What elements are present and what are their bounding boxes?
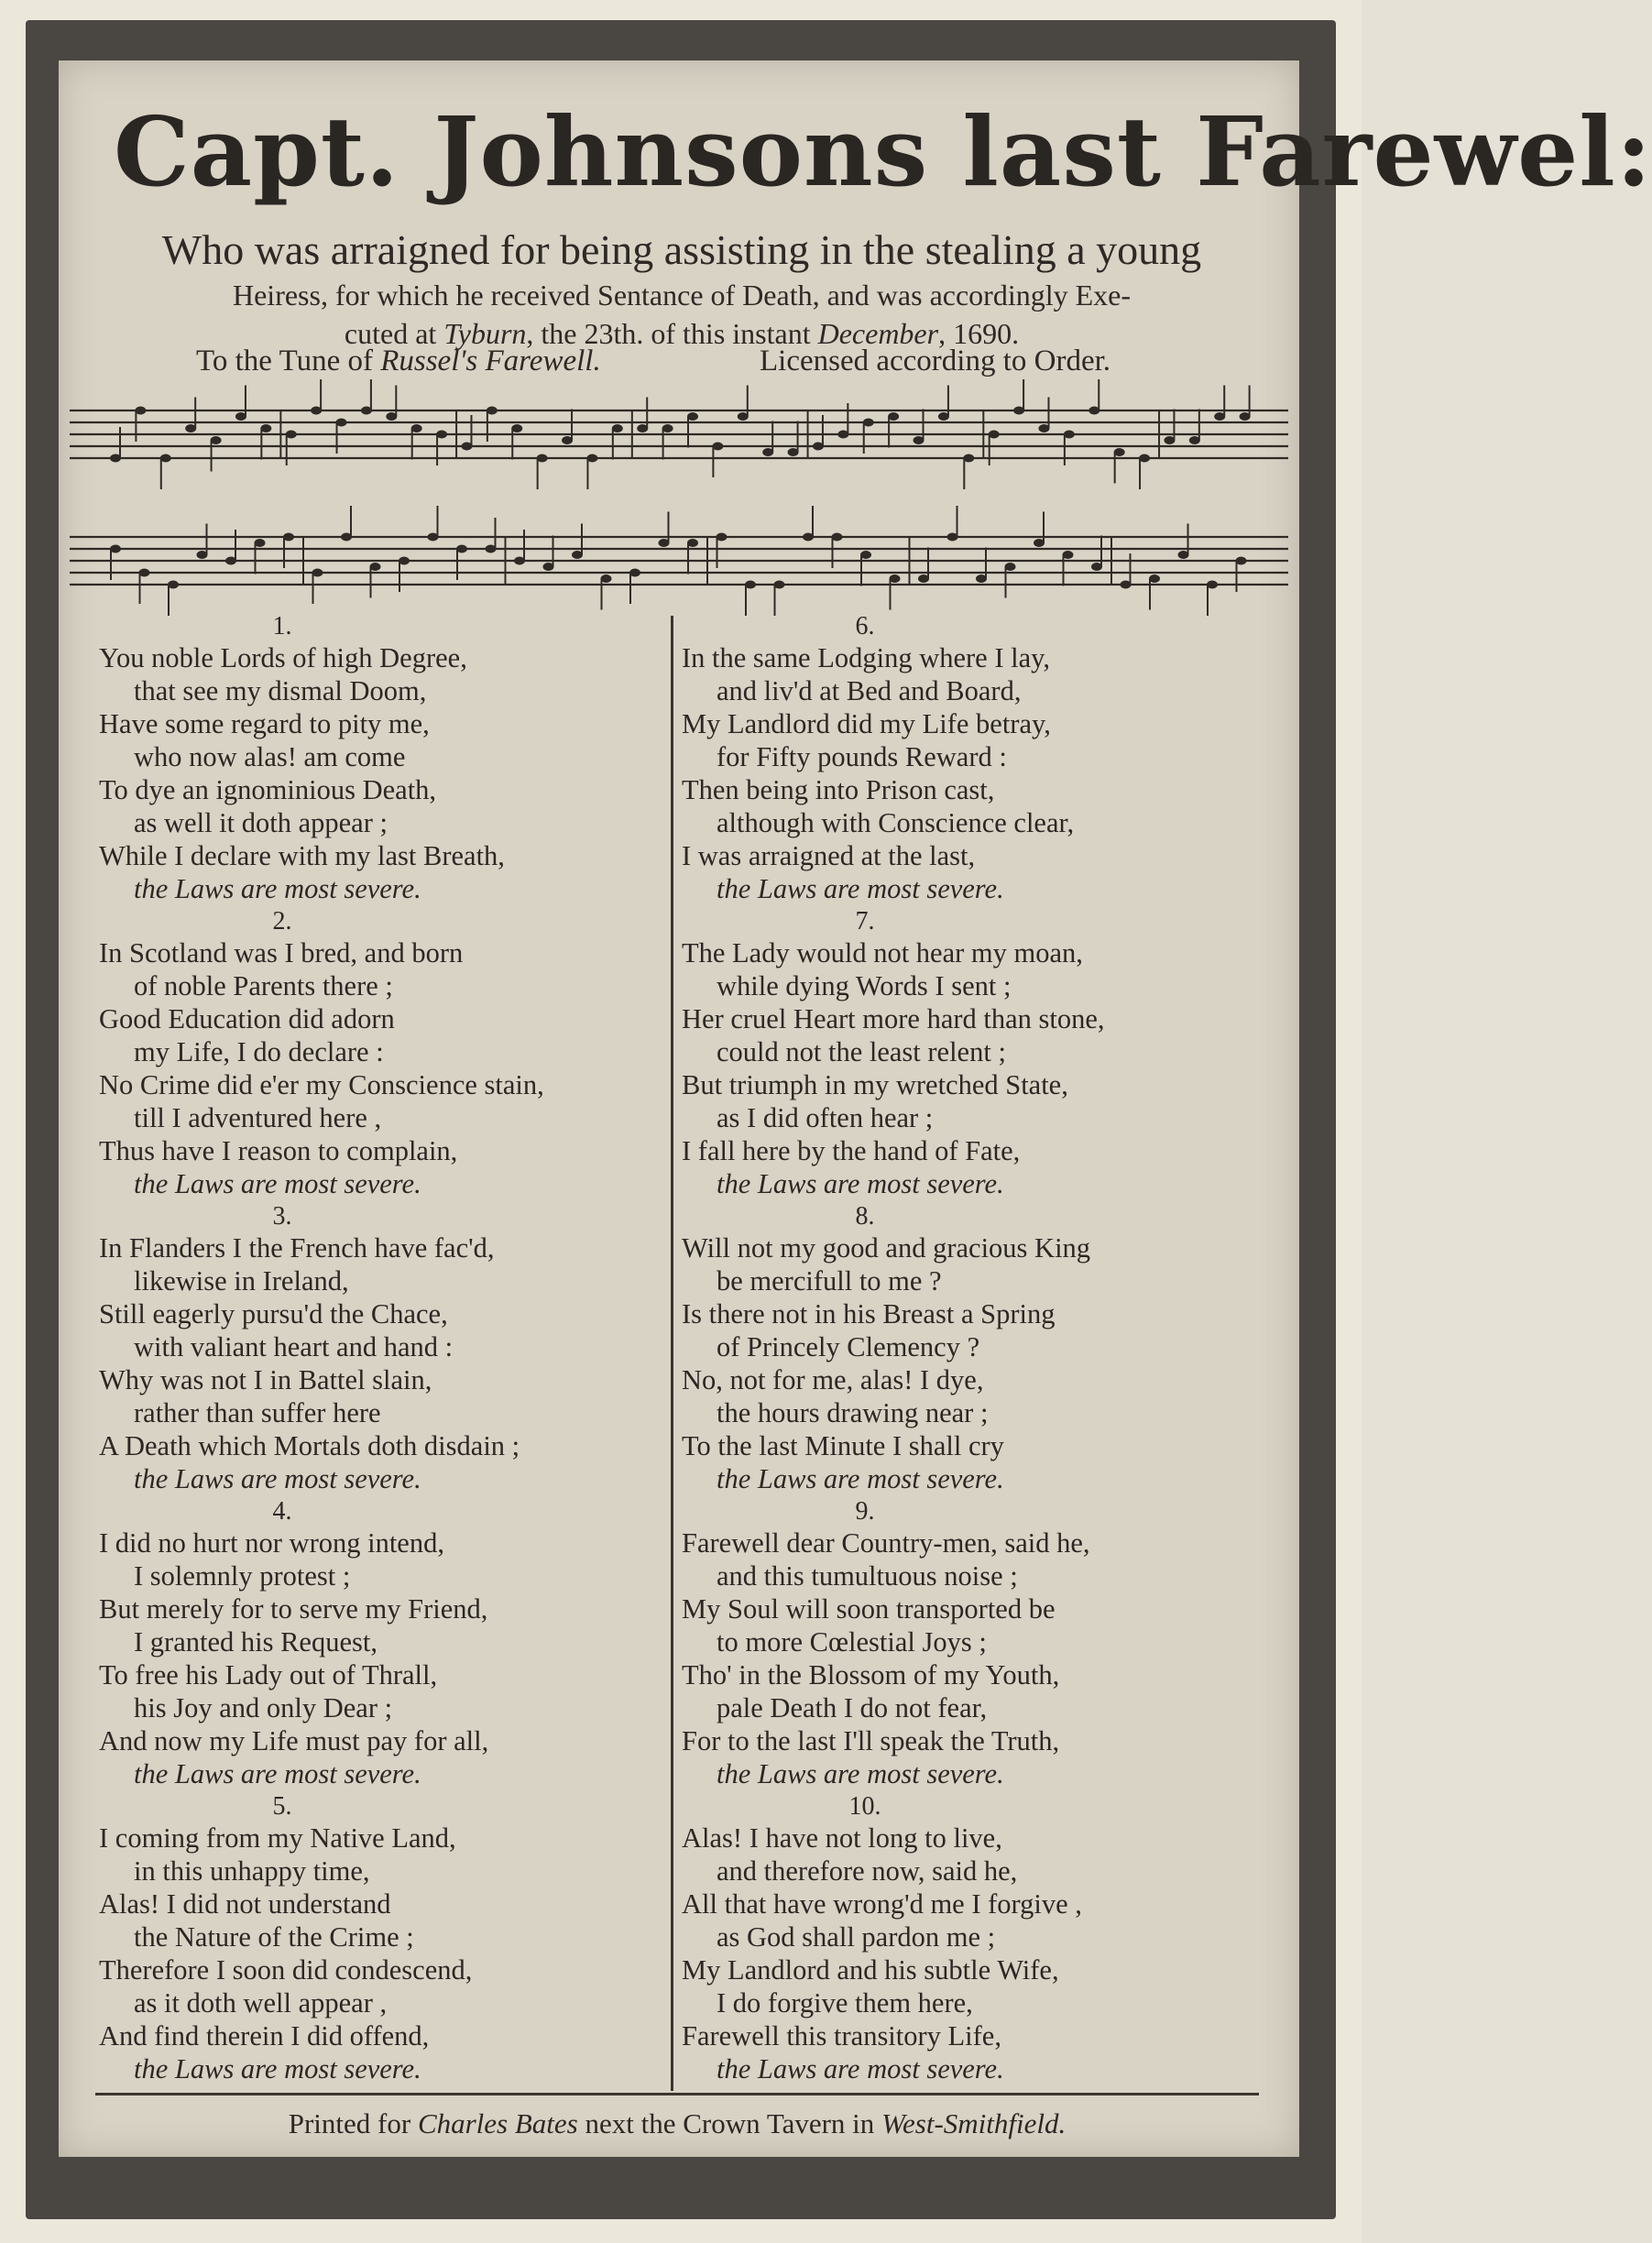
stanza-number: 6. <box>855 612 875 640</box>
verse-line: And now my Life must pay for all, <box>99 1725 489 1756</box>
stanza-number: 8. <box>855 1202 875 1231</box>
verse-line: the hours drawing near ; <box>717 1397 989 1428</box>
verse-line: Still eagerly pursu'd the Chace, <box>99 1298 448 1329</box>
stanza <box>682 905 1250 1200</box>
stanza-number: 10. <box>848 1792 881 1821</box>
music-staff-2 <box>70 517 1288 618</box>
imprint: Printed for Charles Bates next the Crown Tavern in West-Smithfield. <box>288 2107 1067 2139</box>
ballad-title: Capt. Johnsons last Farewel: <box>114 95 1652 208</box>
verse-line: Will not my good and gracious King <box>682 1232 1091 1264</box>
subtitle-line-2: Heiress, for which he received Sentance of Death, and was accordingly Exe- <box>232 279 1132 312</box>
refrain-line: the Laws are most severe. <box>134 1168 421 1199</box>
stanza <box>99 1200 667 1495</box>
verse-line: Thus have I reason to complain, <box>99 1135 458 1166</box>
verse-line: as it doth well appear , <box>134 1987 388 2019</box>
footer-rule <box>95 2093 1259 2095</box>
stanza-number: 9. <box>855 1497 875 1526</box>
stanza <box>682 1495 1250 1790</box>
verse-line: But triumph in my wretched State, <box>682 1069 1068 1100</box>
stanza-number: 1. <box>272 612 292 640</box>
column-divider <box>671 616 673 2091</box>
verse-line: in this unhappy time, <box>134 1855 370 1887</box>
verse-line: for Fifty pounds Reward : <box>717 741 1007 772</box>
verse-line: And find therein I did offend, <box>99 2020 430 2052</box>
verse-line: Alas! I have not long to live, <box>682 1822 1002 1854</box>
refrain-line: the Laws are most severe. <box>134 2053 421 2084</box>
verse-line: Her cruel Heart more hard than stone, <box>682 1003 1105 1034</box>
verse-line: No, not for me, alas! I dye, <box>682 1364 984 1395</box>
verse-line: To dye an ignominious Death, <box>99 774 437 805</box>
verse-line: My Soul will soon transported be <box>682 1593 1056 1625</box>
verse-line: and therefore now, said he, <box>717 1855 1018 1887</box>
verse-line: A Death which Mortals doth disdain ; <box>99 1430 520 1461</box>
verse-line: The Lady would not hear my moan, <box>682 937 1083 968</box>
verse-line: while dying Words I sent ; <box>717 970 1012 1001</box>
verse-line: his Joy and only Dear ; <box>134 1692 393 1723</box>
stanza <box>682 1790 1250 2085</box>
music-staff-1 <box>70 390 1288 491</box>
stanza <box>99 1495 667 1790</box>
verse-line: as God shall pardon me ; <box>717 1921 996 1953</box>
verse-line: and this tumultuous noise ; <box>717 1560 1018 1592</box>
verse-line: To the last Minute I shall cry <box>682 1430 1004 1461</box>
verse-line: I coming from my Native Land, <box>99 1822 456 1854</box>
verse-line: that see my dismal Doom, <box>134 675 427 706</box>
verse-line: Have some regard to pity me, <box>99 708 430 739</box>
verse-line: till I adventured here , <box>134 1102 382 1133</box>
stanza <box>99 610 667 905</box>
verse-line: my Life, I do declare : <box>134 1036 384 1067</box>
verse-line: My Landlord and his subtle Wife, <box>682 1954 1059 1986</box>
verse-line: likewise in Ireland, <box>134 1265 349 1297</box>
stanza <box>99 905 667 1200</box>
stanza-number: 5. <box>272 1792 292 1821</box>
stanza-number: 7. <box>855 907 875 935</box>
verse-line: Therefore I soon did condescend, <box>99 1954 473 1986</box>
paper <box>59 60 1652 2157</box>
verse-line: to more Cœlestial Joys ; <box>717 1626 987 1658</box>
verse-line: Tho' in the Blossom of my Youth, <box>682 1659 1060 1690</box>
refrain-line: the Laws are most severe. <box>717 873 1004 904</box>
verse-line: Then being into Prison cast, <box>682 774 995 805</box>
verse-line: No Crime did e'er my Conscience stain, <box>99 1069 544 1100</box>
stanza-number: 2. <box>272 907 292 935</box>
verse-line: In the same Lodging where I lay, <box>682 642 1051 673</box>
verse-line: Farewell dear Country-men, said he, <box>682 1527 1090 1559</box>
verse-line: I solemnly protest ; <box>134 1560 351 1592</box>
verse-line: My Landlord did my Life betray, <box>682 708 1051 739</box>
refrain-line: the Laws are most severe. <box>134 873 421 904</box>
verse-line: I granted his Request, <box>134 1626 377 1658</box>
verse-line: I fall here by the hand of Fate, <box>682 1135 1021 1166</box>
verse-line: But merely for to serve my Friend, <box>99 1593 488 1625</box>
verse-line: could not the least relent ; <box>717 1036 1006 1067</box>
verse-line: Is there not in his Breast a Spring <box>682 1298 1056 1329</box>
refrain-line: the Laws are most severe. <box>134 1758 421 1789</box>
verse-line: be mercifull to me ? <box>717 1265 942 1297</box>
verse-line: and liv'd at Bed and Board, <box>717 675 1022 706</box>
verse-line: of noble Parents there ; <box>134 970 393 1001</box>
verse-line: To free his Lady out of Thrall, <box>99 1659 438 1690</box>
refrain-line: the Laws are most severe. <box>717 1758 1004 1789</box>
verse-line: While I declare with my last Breath, <box>99 840 505 871</box>
subtitle-line-1: Who was arraigned for being assisting in the stealing a young <box>161 226 1202 273</box>
verse-line: For to the last I'll speak the Truth, <box>682 1725 1060 1756</box>
verse-line: I did no hurt nor wrong intend, <box>99 1527 444 1559</box>
refrain-line: the Laws are most severe. <box>717 1463 1004 1494</box>
verse-line: I do forgive them here, <box>717 1987 973 2019</box>
stanza-number: 3. <box>272 1202 292 1231</box>
verse-line: as I did often hear ; <box>717 1102 934 1133</box>
verse-line: although with Conscience clear, <box>717 807 1075 838</box>
verse-line: of Princely Clemency ? <box>717 1331 980 1362</box>
stanza-number: 4. <box>272 1497 292 1526</box>
stanza <box>682 1200 1250 1495</box>
verse-line: rather than suffer here <box>134 1397 381 1428</box>
verse-line: I was arraigned at the last, <box>682 840 976 871</box>
stanza <box>682 610 1250 905</box>
refrain-line: the Laws are most severe. <box>134 1463 421 1494</box>
stanza <box>99 1790 667 2085</box>
verse-line: pale Death I do not fear, <box>717 1692 988 1723</box>
verse-line: All that have wrong'd me I forgive , <box>682 1888 1082 1920</box>
verse-line: the Nature of the Crime ; <box>134 1921 414 1953</box>
verse-line: In Flanders I the French have fac'd, <box>99 1232 495 1264</box>
verse-line: Alas! I did not understand <box>99 1888 391 1920</box>
verse-line: You noble Lords of high Degree, <box>99 642 467 673</box>
verse-line: who now alas! am come <box>134 741 406 772</box>
verse-line: Good Education did adorn <box>99 1003 395 1034</box>
refrain-line: the Laws are most severe. <box>717 2053 1004 2084</box>
verse-line: as well it doth appear ; <box>134 807 388 838</box>
license-line: Licensed according to Order. <box>760 345 1111 377</box>
verse-line: Why was not I in Battel slain, <box>99 1364 432 1395</box>
verse-line: with valiant heart and hand : <box>134 1331 454 1362</box>
tune-line: To the Tune of Russel's Farewell. <box>196 345 601 377</box>
refrain-line: the Laws are most severe. <box>717 1168 1004 1199</box>
subtitle-line-3: cuted at Tyburn, the 23th. of this instant December, 1690. <box>344 317 1020 350</box>
verse-line: In Scotland was I bred, and born <box>99 937 464 968</box>
verse-line: Farewell this transitory Life, <box>682 2020 1001 2052</box>
